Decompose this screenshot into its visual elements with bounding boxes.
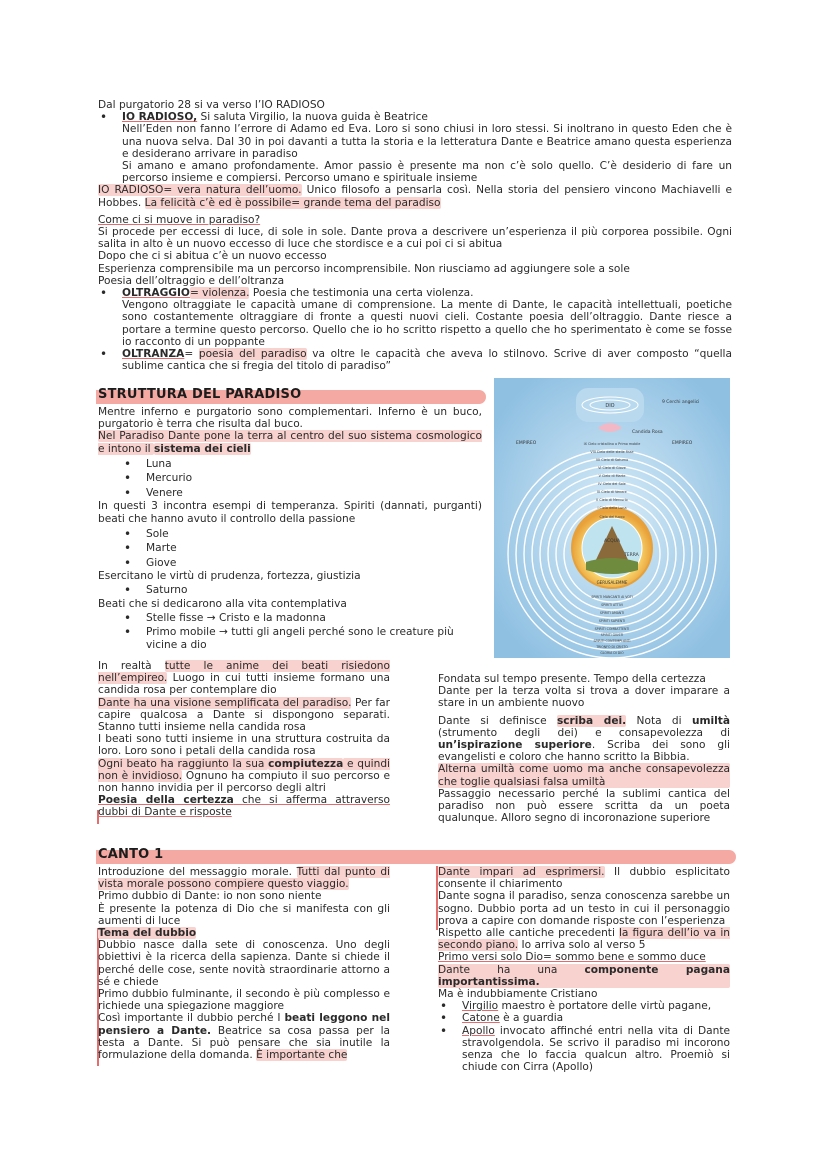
petali-paragraph: I beati sono tutti insieme in una struttura costruita da loro. Loro sono i petali della candida rosa	[98, 733, 390, 758]
compiutezza-text: Ognuno ha compiuto il suo percorso e non hanno invidia per il percorso degli altri	[98, 769, 390, 795]
apollo-text: invocato affinché entri nella vita di Dante stravolgendola. Se scrivo il paradiso mi incorono senza che lo faccia qualcun altro. Proemiò si chiude con Cirra (Apollo)	[462, 1024, 730, 1074]
io-text: Io arriva solo al verso 5	[518, 939, 646, 952]
eccessi-paragraph: Si procede per eccessi di luce, di sole in sole. Dante prova a descrivere un’esperienza il più corporea possibile. Ogni salita in alto è un nuovo eccesso di luce che stordisce e a cui poi ci si abitua	[98, 226, 732, 251]
canto-title: CANTO 1	[98, 847, 164, 862]
temperanza-paragraph: In questi 3 incontra esempi di temperanza. Spiriti (dannati, purganti) beati che hanno avuto il controllo della passione	[98, 500, 482, 525]
struttura-banner	[96, 387, 486, 404]
visione-hl: Dante ha una visione semplificata del paradiso.	[98, 696, 352, 709]
canto-banner	[96, 847, 736, 864]
cielo-label: VIII Cielo delle stelle fisse	[590, 450, 634, 454]
sogno-paragraph: Dante sogna il paradiso, senza conoscenza sarebbe un sogno. Dubbio porta ad un testo in cui il personaggio prova a capire con domande risposte con l’esperienza	[438, 890, 730, 927]
terza-volta-line: Dante per la terza volta si trova a dover imparare a stare in un ambiente nuovo	[438, 685, 730, 710]
intro-section	[98, 99, 732, 372]
cielo-label: VI Cielo di Giove	[598, 466, 626, 470]
morale-text: Introduzione del messaggio morale.	[98, 866, 297, 878]
list-item: • Sole	[98, 527, 482, 542]
scriba-mid: Nota di	[626, 714, 692, 727]
struttura-title: STRUTTURA DEL PARADISO	[98, 387, 302, 402]
io-radioso-text: Si saluta Virgilio, la nuova guida è Beatrice	[197, 111, 428, 124]
amor-paragraph: Si amano e amano profondamente. Amor passio è presente ma non c’è solo quello. C’è desiderio di fare un percorso insieme e compiersi. Percorso umano e spirituale insieme	[122, 160, 732, 185]
bullet-virgilio	[438, 1000, 730, 1012]
bullet-io-radioso	[98, 111, 732, 184]
pagana-pre: Dante ha una	[438, 963, 585, 976]
bullet-oltranza	[98, 348, 732, 372]
cielo-label: IV Cielo del Sole	[598, 482, 626, 486]
abitua-line: Dopo che ci si abitua c’è un nuovo eccesso	[98, 250, 327, 263]
list-item: • Primo mobile → tutti gli angeli perché sono le creature più vicine a dio	[98, 626, 482, 653]
spiriti-label: SPIRITI MANCANTI AI VOTI	[591, 595, 633, 599]
list-item: • Mercurio	[98, 471, 482, 486]
felicita-hl: La felicità c’è ed è possibile= grande tema del paradiso	[144, 196, 441, 209]
morale-paragraph	[98, 866, 390, 890]
list-item: • Giove	[98, 556, 482, 571]
struttura-section	[98, 406, 482, 653]
oltraggio-label: OLTRAGGIO	[122, 287, 190, 300]
beati-section	[98, 660, 390, 819]
pensiero-text: Beatrice sa cosa passa per la testa a Dante. Si può pensare che sia inutile la formulazione della domanda.	[98, 1024, 391, 1062]
empireo-text: Luogo in cui tutti insieme formano una candida rosa per contemplare dio	[98, 672, 390, 697]
visione-paragraph	[98, 697, 390, 734]
spiriti-label: SPIRITI AMANTI	[599, 611, 625, 615]
catone-label: Catone	[462, 1012, 500, 1025]
cielo-label: IX Cielo cristallino o Primo mobile	[583, 442, 641, 446]
scriba-text: (strumento degli dei) e consapevolezza di	[438, 726, 730, 739]
apollo-label: Apollo	[462, 1024, 495, 1037]
scriba-paragraph	[438, 715, 730, 764]
scriba-text2: . Scriba dei sono gli evangelisti e coloro che hanno scritto la Bibbia.	[438, 739, 730, 764]
compiutezza-hl: Ogni beato ha raggiunto la sua	[98, 757, 269, 770]
terra-label: TERRA	[624, 553, 639, 558]
io-radioso-hl: IO RADIOSO= vera natura dell’uomo.	[98, 184, 302, 197]
oltranza-hl: poesia del paradiso	[198, 348, 307, 361]
esprimersi-text: Il dubbio esplicitato consente il chiarimento	[438, 866, 730, 891]
sistema-line	[98, 430, 482, 454]
certezza-bold: Poesia della certezza	[98, 794, 234, 807]
virgilio-label: Virgilio	[462, 1000, 499, 1013]
fulminante-paragraph: Primo dubbio fulminante, il secondo è più complesso e richiede una spiegazione maggiore	[98, 988, 390, 1013]
sistema-hl: Nel Paradiso Dante pone la terra al centro del suo sistema cosmologico e intono il	[98, 430, 482, 455]
empireo-right-label: EMPIREO	[672, 441, 693, 446]
tema-dubbio-bold: Tema del dubbio	[98, 927, 197, 940]
morale-hl: Tutti dal punto di vista morale possono compiere questo viaggio.	[98, 866, 390, 891]
question-heading: Come ci si muove in paradiso?	[98, 213, 261, 226]
pensiero-bold: beati leggono nel pensiero a Dante.	[98, 1012, 390, 1037]
eden-paragraph: Nell’Eden non fanno l’errore di Adamo ed Eva. Loro si sono chiusi in loro stessi. Si inoltrano in questo Eden che è una nuova selva. Dal 30 in poi davanti a tutta la storia e la letteratura Dante e Beatrice amano questa esperienza e desiderano arrivare in paradiso	[122, 123, 732, 160]
tema-dubbio-line	[98, 927, 390, 939]
io-radioso-def-text: Unico filosofo a pensarla così. Nella storia del pensiero vincono Machiavelli e Hobbes.	[98, 184, 733, 209]
canto-right	[438, 866, 730, 1073]
cielo-label: I Cielo della Luna	[597, 506, 627, 510]
potenza-line: È presente la potenza di Dio che si manifesta con gli aumenti di luce	[98, 902, 390, 927]
cielo-label: II Cielo di Mercurio	[596, 498, 628, 502]
oltranza-eq: =	[184, 348, 199, 361]
list-item: • Venere	[98, 486, 482, 501]
umilta-bold: umiltà	[691, 714, 730, 727]
pagana-line	[438, 964, 730, 988]
pensiero-paragraph	[98, 1012, 390, 1061]
catone-text: è a guardia	[499, 1012, 564, 1025]
bullet-oltraggio	[98, 287, 732, 348]
ispirazione-bold: un’ispirazione superiore	[438, 739, 592, 752]
oltranza-text: va oltre le capacità che aveva lo stilnovo. Scrive di aver composto “quella sublime cantica che si fregia del titolo di paradiso”	[122, 348, 732, 373]
empireo-left-label: EMPIREO	[516, 441, 537, 446]
list-item: • Luna	[98, 457, 482, 472]
umilta-hl: Alterna umiltà come uomo ma anche consapevolezza che toglie qualsiasi falsa umiltà	[438, 763, 730, 788]
esprimersi-hl: Dante impari ad esprimersi.	[438, 866, 605, 878]
io-paragraph	[438, 927, 730, 951]
certezza-paragraph	[98, 794, 390, 818]
sistema-bold: sistema dei cieli	[154, 442, 251, 455]
dio-label: DIO	[605, 403, 615, 409]
pensiero-pre: Così importante il dubbio perché I	[98, 1012, 285, 1025]
terra-shape	[586, 558, 638, 574]
empireo-pre: In realtà	[98, 660, 165, 672]
compiutezza-bold: compiutezza	[268, 757, 344, 770]
certezza-text: che si afferma attraverso dubbi di Dante e risposte	[98, 794, 390, 819]
contemplativa-line: Beati che si dedicarono alla vita contemplativa	[98, 597, 347, 610]
oltraggio-paragraph: Vengono oltraggiate le capacità umane di comprensione. La mente di Dante, le capacità intellettuali, poetiche sono costantemente oltraggiare di fronte a questi nuovi cieli. Costante poesia dell’oltraggio. Dante riesce a portare a termine questo percorso. Quello che io ho scritto rispetto a quello che ho sperimentato è come se fosse io racconto di un poppante	[122, 299, 732, 348]
spiriti-label: SPIRITI GIUSTI	[600, 633, 624, 637]
empireo-hl: tutte le anime dei beati risiedono nell’empireo.	[98, 660, 390, 685]
io-pre: Rispetto alle cantiche precedenti	[438, 927, 619, 940]
bullet-catone	[438, 1012, 730, 1024]
spiriti-label: SPIRITI COMBATTENTI	[594, 627, 630, 631]
cielo-label: VII Cielo di Saturno	[595, 458, 629, 462]
primo-versi-line: Primo versi solo Dio= sommo bene e sommo duce	[438, 951, 706, 964]
io-radioso-definition	[98, 184, 732, 208]
poesia-line: Poesia dell’oltraggio e dell’oltranza	[98, 274, 285, 287]
cielo-label: V Cielo di Marte	[598, 474, 626, 478]
paradiso-diagram	[494, 378, 730, 658]
compiutezza-paragraph	[98, 758, 390, 795]
oltranza-label: OLTRANZA	[122, 348, 185, 361]
scriba-section	[438, 673, 730, 824]
fondata-line: Fondata sul tempo presente. Tempo della certezza	[438, 673, 706, 685]
spiriti-label: TRIONFO DI CRISTO	[596, 645, 628, 649]
paradiso-diagram-svg	[494, 378, 730, 658]
passaggio-paragraph: Passaggio necessario perché la sublimi cantica del paradiso non può essere scritta da un poeta qualunque. Alloro segno di incoronazione superiore	[438, 787, 730, 825]
list-item: • Saturno	[98, 583, 482, 598]
spiriti-label: SPIRITI ATTIVI	[601, 603, 623, 607]
invidioso-hl: e quindi non è invidioso.	[98, 757, 390, 782]
candida-label: Candida Rosa	[632, 430, 663, 435]
empireo-paragraph	[98, 660, 390, 697]
cristiano-line: Ma è indubbiamente Cristiano	[438, 988, 598, 1001]
oltraggio-text: Poesia che testimonia una certa violenza.	[249, 287, 474, 300]
cielo-label: III Cielo di Venere	[597, 490, 627, 494]
io-hl: la figura dell’io va in secondo piano.	[438, 927, 730, 952]
cerchi-label: 9 Cerchi angelici	[662, 400, 700, 405]
visione-text: Per far capire qualcosa a Dante si dispongono separati. Stanno tutti insieme nella candida rosa	[98, 696, 390, 734]
struttura-intro: Mentre inferno e purgatorio sono complementari. Inferno è un buco, purgatorio è terra che risulta dal buco.	[98, 406, 482, 431]
virtu-line: Esercitano le virtù di prudenza, fortezza, giustizia	[98, 570, 361, 583]
virgilio-text: maestro è portatore delle virtù pagane,	[498, 1000, 712, 1013]
spiriti-label: SPIRITI CONTEMPLANTI	[593, 639, 631, 643]
scriba-pre: Dante si definisce	[438, 714, 557, 727]
importante-hl: È importante che	[256, 1049, 348, 1062]
spiriti-label: SPIRITI SAPIENTI	[598, 619, 626, 623]
gerusalemme-label: GERUSALEMME	[596, 580, 628, 585]
bullet-apollo	[438, 1025, 730, 1074]
fuoco-label: Cielo del fuoco	[599, 515, 625, 519]
acqua-label: ACQUA	[603, 539, 621, 544]
spiriti-label: GLORIA DI DIO	[600, 651, 624, 655]
list-item: • Stelle fisse → Cristo e la madonna	[98, 612, 482, 626]
intro-line: Dal purgatorio 28 si va verso l’IO RADIOSO	[98, 99, 325, 111]
primo-dubbio-line: Primo dubbio di Dante: io non sono niente	[98, 890, 322, 903]
esprimersi-paragraph	[438, 866, 730, 890]
list-item: • Marte	[98, 541, 482, 556]
pagana-bold: componente pagana importantissima.	[438, 963, 730, 988]
io-radioso-label: IO RADIOSO,	[122, 111, 198, 124]
scriba-hl: scriba dei.	[556, 714, 627, 727]
sete-paragraph: Dubbio nasce dalla sete di conoscenza. Uno degli obiettivi è la ricerca della sapienza. Dante si chiede il perché delle cose, sente novità straordinarie attorno a sé e chiede	[98, 939, 390, 988]
oltraggio-hl: = violenza.	[189, 287, 250, 300]
esperienza-line: Esperienza comprensibile ma un percorso incomprensibile. Non riusciamo ad aggiungere sole a sole	[98, 262, 630, 275]
canto-left	[98, 866, 390, 1061]
